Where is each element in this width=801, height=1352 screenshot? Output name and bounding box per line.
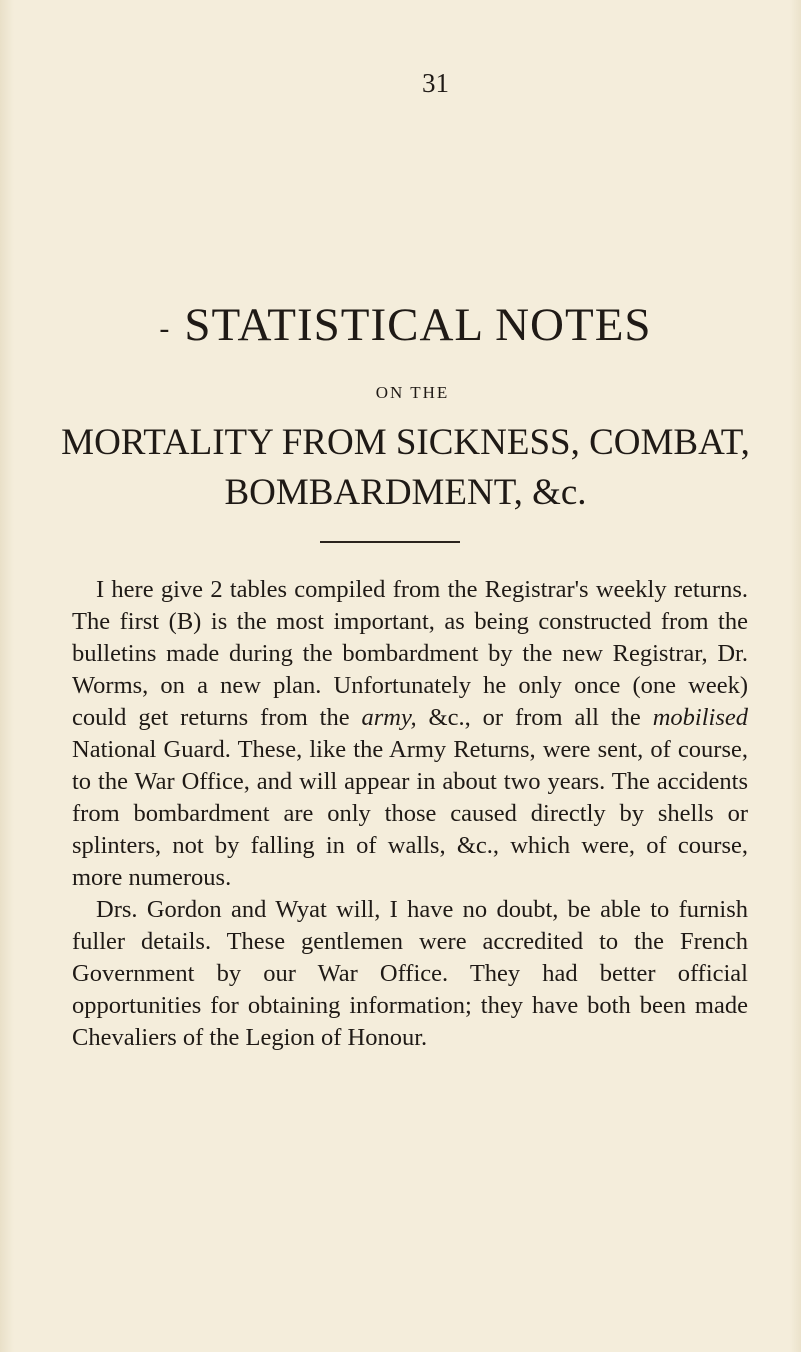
page-title xyxy=(0,298,801,352)
body-text xyxy=(72,574,748,1054)
heading-line-1: MORTALITY FROM SICKNESS, COMBAT, xyxy=(61,422,750,463)
paragraph-1-part-1: I here give 2 tables compiled from the Registrar's weekly returns. The first (B) is the most important, as being constructed from the bulletins made during the bombardment by the new Registrar, Dr. Worms, on a new plan. Unfortunately he only once (one week) could get returns from the xyxy=(72,576,748,731)
title-text: STATISTICAL NOTES xyxy=(184,299,652,351)
section-heading xyxy=(0,418,801,518)
heading-line-2: BOMBARDMENT, &c. xyxy=(224,472,587,513)
italic-mobilised: mobilised xyxy=(652,704,748,731)
italic-army: army, xyxy=(361,704,417,731)
subtitle: ON THE xyxy=(375,383,450,402)
paragraph-1 xyxy=(72,574,748,894)
paragraph-1-part-3: National Guard. These, like the Army Returns, were sent, of course, to the War Office, and will appear in about two years. The accidents from bombardment are only those caused directly by shells or splinters, not by falling in of walls, &c., which were, of course, more numerous. xyxy=(72,736,748,891)
paragraph-1-part-2: &c., or from all the xyxy=(416,704,653,731)
page-number: 31 xyxy=(422,68,449,98)
title-dash: - xyxy=(159,312,171,346)
paragraph-2: Drs. Gordon and Wyat will, I have no doubt, be able to furnish fuller details. These gentlemen were accredited to the French Government by our War Office. They had better official opportunities for obtaining information; they have both been made Chevaliers of the Legion of Honour. xyxy=(72,896,748,1051)
divider-rule xyxy=(320,541,460,543)
